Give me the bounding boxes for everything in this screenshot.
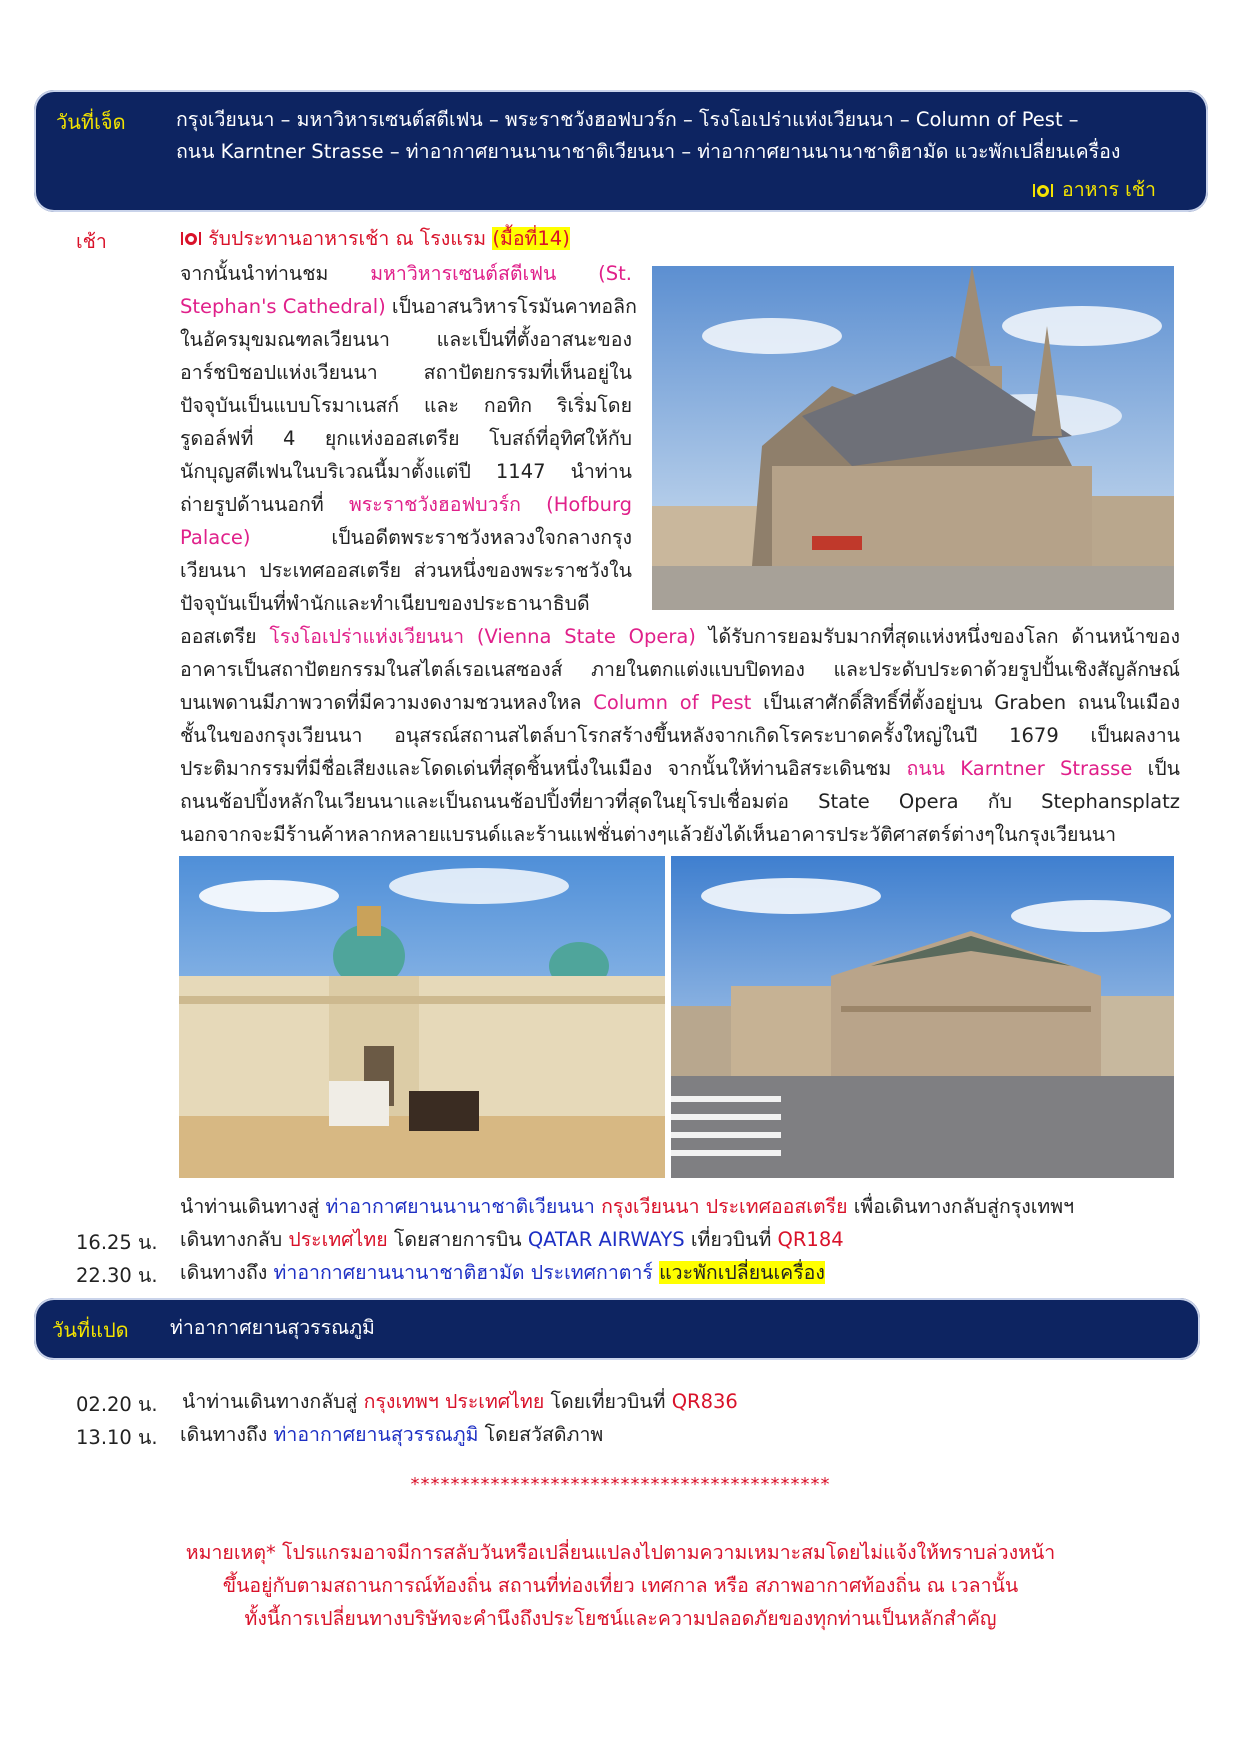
hamad-airport-name: ท่าอากาศยานนานาชาติฮามัด ประเทศกาตาร์ bbox=[273, 1261, 653, 1284]
day8-banner bbox=[34, 1298, 1200, 1360]
para-line: ประติมากรรมที่มีชื่อเสียงและโดดเด่นที่สุดชิ้นหนึ่งในเมือง จากนั้นให้ท่านอิสระเดินชม ถนน Karntner Strasse เป็น bbox=[180, 757, 1180, 780]
destination-country: ประเทศไทย bbox=[288, 1228, 388, 1251]
hofburg-palace-photo bbox=[179, 856, 665, 1178]
day7-route-line2: ถนน Karntner Strasse – ท่าอากาศยานนานาชาติเวียนนา – ท่าอากาศยานนานาชาติฮามัด แวะพักเปลี่ยนเครื่อง bbox=[176, 140, 1121, 163]
para-line: นักบุญสตีเฟนในบริเวณนี้มาตั้งแต่ปี 1147 นำท่าน bbox=[180, 460, 632, 483]
bangkok-name: กรุงเทพฯ ประเทศไทย bbox=[363, 1390, 545, 1413]
hofburg-name-en: Palace) bbox=[180, 526, 251, 549]
day7-label: วันที่เจ็ด bbox=[56, 110, 126, 134]
flight-time: 13.10 น. bbox=[76, 1426, 158, 1449]
meal-count: (มื้อที่14) bbox=[492, 227, 570, 250]
flight-time: 16.25 น. bbox=[76, 1231, 158, 1254]
para-line: Palace) เป็นอดีตพระราชวังหลวงใจกลางกรุง bbox=[180, 526, 632, 549]
vienna-city-name: กรุงเวียนนา ประเทศออสเตรีย bbox=[601, 1195, 848, 1218]
para-line: ถนนช้อปปิ้งหลักในเวียนนาและเป็นถนนช้อปปิ้งที่ยาวที่สุดในยุโรปเชื่อมต่อ State Opera กับ Stephansplatz bbox=[180, 790, 1180, 813]
para-line: Stephan's Cathedral) เป็นอาสนวิหารโรมันคาทอลิก bbox=[180, 295, 637, 318]
para-line: นอกจากจะมีร้านค้าหลากหลายแบรนด์และร้านแฟชั่นต่างๆแล้วยังได้เห็นอาคารประวัติศาสตร์ต่างๆในกรุงเวียนนา bbox=[180, 823, 1117, 846]
para-line: ปัจจุบันเป็นแบบโรมาเนสก์ และ กอทิก ริเริ่มโดย bbox=[180, 394, 632, 417]
breakfast-text: รับประทานอาหารเช้า ณ โรงแรม bbox=[208, 227, 487, 250]
meal-icon bbox=[180, 224, 202, 242]
flight-return-line: เดินทางกลับ ประเทศไทย โดยสายการบิน QATAR AIRWAYS เที่ยวบินที่ QR184 bbox=[180, 1228, 844, 1251]
para-line: ปัจจุบันเป็นที่พำนักและทำเนียบของประธานาธิบดี bbox=[180, 592, 590, 615]
day8-label: วันที่แปด bbox=[52, 1318, 129, 1342]
separator: ****************************************** bbox=[410, 1474, 831, 1495]
para-line: ถ่ายรูปด้านนอกที่ พระราชวังฮอฟบวร์ก (Hofburg bbox=[180, 493, 632, 516]
flight-number: QR184 bbox=[777, 1228, 844, 1251]
day8-route: ท่าอากาศยานสุวรรณภูมิ bbox=[170, 1316, 375, 1339]
para-line: เวียนนา ประเทศออสเตรีย ส่วนหนึ่งของพระราชวังใน bbox=[180, 559, 632, 582]
day7-route-line1: กรุงเวียนนา – มหาวิหารเซนต์สตีเฟน – พระราชวังฮอฟบวร์ก – โรงโอเปร่าแห่งเวียนนา – Column of Pest – bbox=[176, 108, 1079, 131]
stephan-cathedral-name: มหาวิหารเซนต์สตีเฟน (St. bbox=[370, 262, 632, 285]
flight-arrival-line: เดินทางถึง ท่าอากาศยานนานาชาติฮามัด ประเทศกาตาร์ แวะพักเปลี่ยนเครื่อง bbox=[180, 1261, 825, 1284]
para-line: ชั้นในของกรุงเวียนนา อนุสรณ์สถานสไตล์บาโรกสร้างขึ้นหลังจากเกิดโรคระบาดครั้งใหญ่ในปี 1679 เป็นผลงาน bbox=[180, 724, 1180, 747]
stephan-cathedral-name-en: Stephan's Cathedral) bbox=[180, 295, 386, 318]
transfer-line: นำท่านเดินทางสู่ ท่าอากาศยานนานาชาติเวียนนา กรุงเวียนนา ประเทศออสเตรีย เพื่อเดินทางกลับสู่กรุงเทพฯ bbox=[180, 1195, 1075, 1218]
flight-return-bkk-line: นำท่านเดินทางกลับสู่ กรุงเทพฯ ประเทศไทย โดยเที่ยวบินที่ QR836 bbox=[182, 1390, 738, 1413]
flight-number: QR836 bbox=[671, 1390, 738, 1413]
day7-route bbox=[176, 104, 1120, 168]
para-line: จากนั้นนำท่านชม มหาวิหารเซนต์สตีเฟน (St. bbox=[180, 262, 632, 285]
airline-name: QATAR AIRWAYS bbox=[527, 1228, 685, 1251]
meal-icon bbox=[1032, 181, 1054, 199]
flight-time: 22.30 น. bbox=[76, 1264, 158, 1287]
hofburg-name: พระราชวังฮอฟบวร์ก (Hofburg bbox=[348, 493, 632, 516]
para-line: ออสเตรีย โรงโอเปร่าแห่งเวียนนา (Vienna State Opera) ได้รับการยอมรับมากที่สุดแห่งหนึ่งของโลก ด้านหน้าของ bbox=[180, 625, 1180, 648]
program-note bbox=[0, 1536, 1241, 1635]
stephans-cathedral-photo bbox=[652, 266, 1174, 610]
note-line: ทั้งนี้การเปลี่ยนทางบริษัทจะคำนึงถึงประโยชน์และความปลอดภัยของทุกท่านเป็นหลักสำคัญ bbox=[244, 1607, 997, 1630]
para-line: ในอัครมุขมณฑลเวียนนา และเป็นที่ตั้งอาสนะของ bbox=[180, 328, 632, 351]
flight-time: 02.20 น. bbox=[76, 1393, 158, 1416]
para-line: รูดอล์ฟที่ 4 ยุกแห่งออสเตรีย โบสถ์ที่อุทิศให้กับ bbox=[180, 427, 632, 450]
vienna-opera-photo bbox=[671, 856, 1174, 1178]
day7-meal-text: อาหาร เช้า bbox=[1062, 178, 1156, 201]
flight-arrival-bkk-line: เดินทางถึง ท่าอากาศยานสุวรรณภูมิ โดยสวัสดิภาพ bbox=[180, 1423, 604, 1446]
opera-name: โรงโอเปร่าแห่งเวียนนา (Vienna State Opera) bbox=[269, 625, 696, 648]
note-line: หมายเหตุ* โปรแกรมอาจมีการสลับวันหรือเปลี่ยนแปลงไปตามความเหมาะสมโดยไม่แจ้งให้ทราบล่วงหน้า bbox=[185, 1541, 1056, 1564]
column-of-pest-name: Column of Pest bbox=[593, 691, 752, 714]
para-line: บนเพดานมีภาพวาดที่มีความงดงามชวนหลงใหล Column of Pest เป็นเสาศักดิ์สิทธิ์ที่ตั้งอยู่บน Graben ถนนในเมือง bbox=[180, 691, 1180, 714]
day7-banner bbox=[34, 90, 1208, 212]
suvarnabhumi-name: ท่าอากาศยานสุวรรณภูมิ bbox=[273, 1423, 479, 1446]
karntner-strasse-name: ถนน Karntner Strasse bbox=[906, 757, 1133, 780]
note-line: ขึ้นอยู่กับตามสถานการณ์ท้องถิ่น สถานที่ท่องเที่ยว เทศกาล หรือ สภาพอากาศท้องถิ่น ณ เวลานั้น bbox=[222, 1574, 1019, 1597]
vienna-airport-name: ท่าอากาศยานนานาชาติเวียนนา bbox=[325, 1195, 595, 1218]
morning-time: เช้า bbox=[76, 230, 107, 253]
para-line: อาร์ชบิชอปแห่งเวียนนา สถาปัตยกรรมที่เห็นอยู่ใน bbox=[180, 361, 632, 384]
breakfast-line bbox=[180, 222, 570, 255]
para-line: อาคารเป็นสถาปัตยกรรมในสไตล์เรอเนสซองส์ ภายในตกแต่งแบบปิดทอง และประดับประดาด้วยรูปปั้นเชิงสัญลักษณ์ bbox=[180, 658, 1180, 681]
transit-badge: แวะพักเปลี่ยนเครื่อง bbox=[659, 1261, 825, 1284]
day7-meal bbox=[1032, 174, 1156, 205]
